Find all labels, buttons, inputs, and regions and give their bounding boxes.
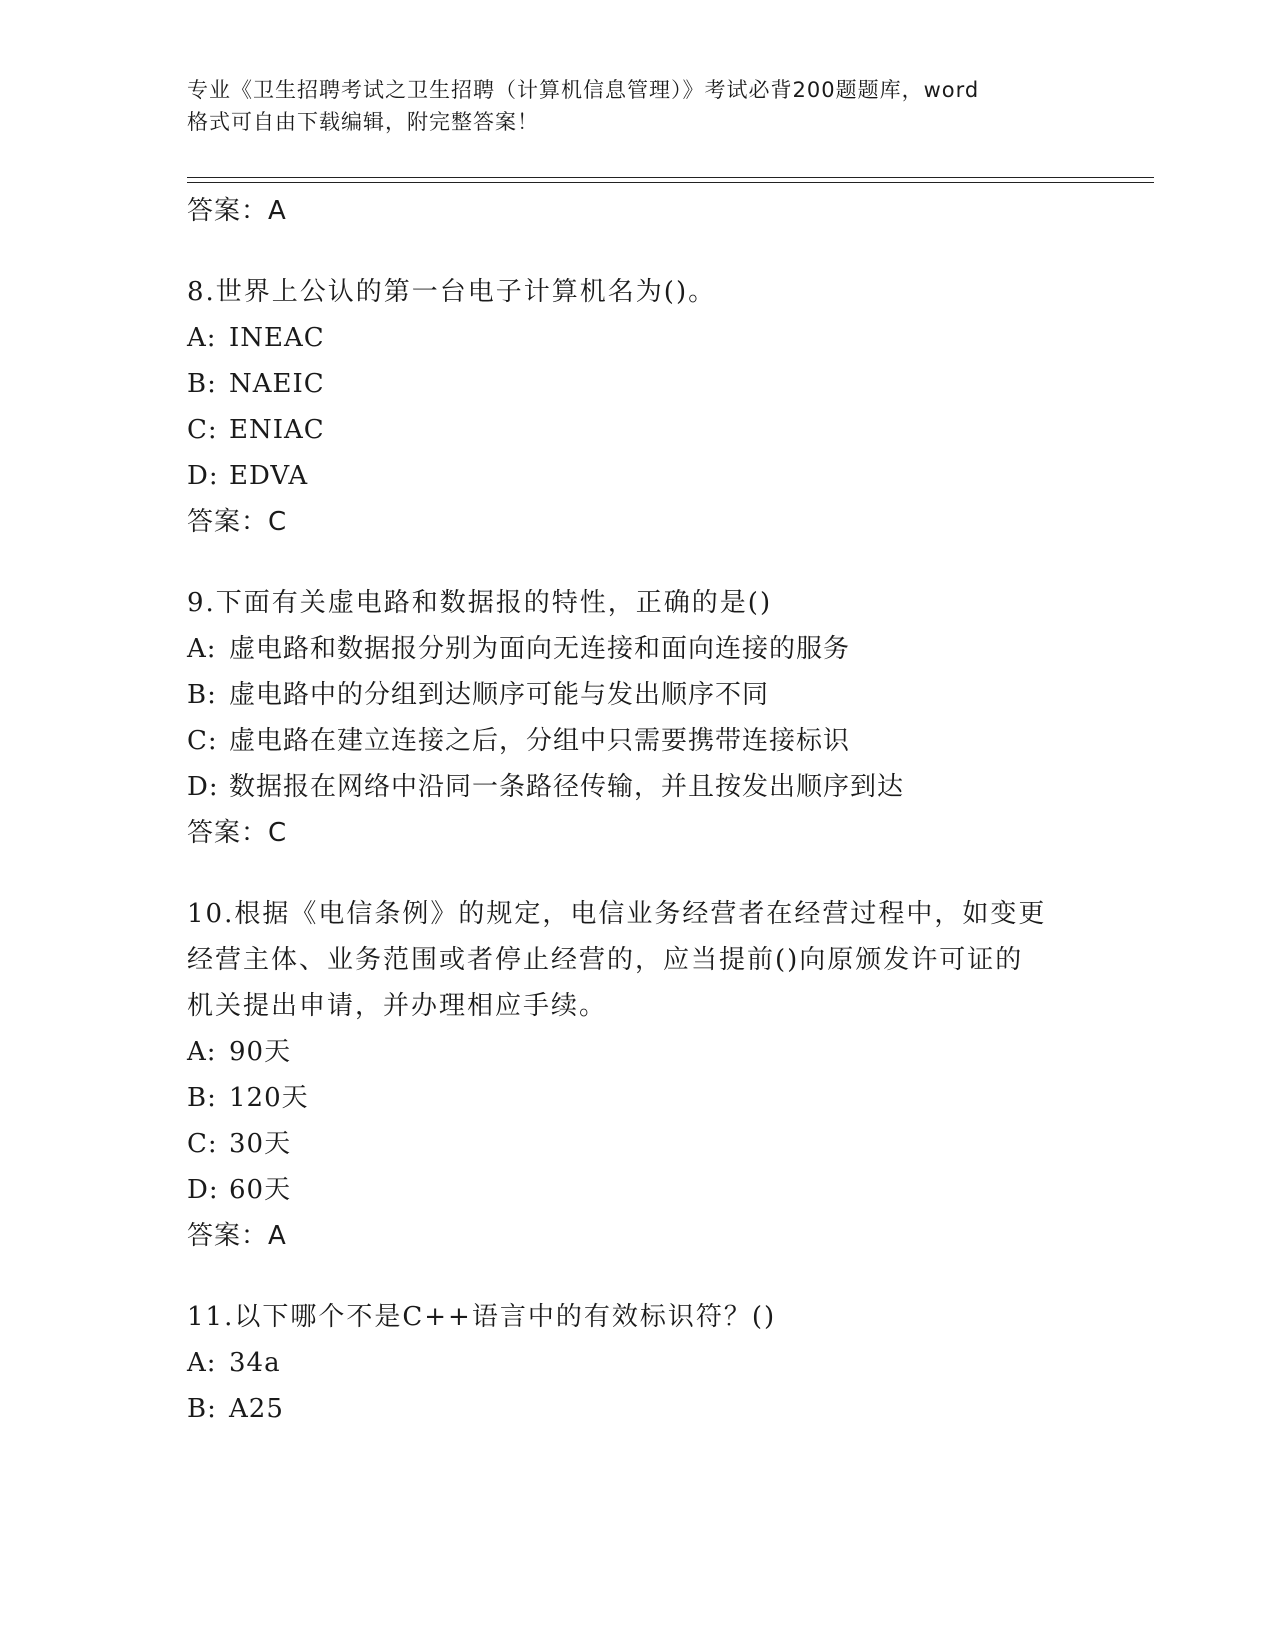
option-label: B: (187, 1394, 217, 1424)
question-block (187, 1294, 1087, 1432)
answer-option (187, 1075, 1087, 1121)
question-answer: 答案：A (187, 1221, 287, 1251)
option-label: C: (187, 726, 218, 756)
option-text: NAEIC (229, 369, 325, 399)
answer-option (187, 764, 1087, 810)
answer-option (187, 453, 1087, 499)
question-list (187, 188, 1087, 1432)
option-text: A25 (229, 1394, 284, 1424)
option-label: B: (187, 369, 217, 399)
question-block (187, 580, 1087, 856)
option-text: 虚电路和数据报分别为面向无连接和面向连接的服务 (229, 634, 851, 664)
option-label: A: (187, 323, 217, 353)
question-answer: 答案：C (187, 507, 288, 537)
option-text: 90天 (229, 1037, 292, 1067)
question-block (187, 269, 1087, 545)
document-header (187, 74, 1087, 138)
option-text: 120天 (229, 1083, 309, 1113)
answer-option (187, 361, 1087, 407)
option-label: B: (187, 1083, 217, 1113)
answer-option (187, 1340, 1087, 1386)
option-label: C: (187, 415, 218, 445)
option-text: 30天 (229, 1129, 292, 1159)
previous-answer: 答案：A (187, 196, 287, 226)
question-block (187, 891, 1087, 1259)
option-text: 60天 (229, 1175, 292, 1205)
question-stem-line: 10.根据《电信条例》的规定，电信业务经营者在经营过程中，如变更 (187, 899, 1047, 929)
option-text: 虚电路在建立连接之后，分组中只需要携带连接标识 (229, 726, 851, 756)
answer-option (187, 718, 1087, 764)
option-text: INEAC (229, 323, 325, 353)
answer-option (187, 407, 1087, 453)
answer-option (187, 1029, 1087, 1075)
option-label: B: (187, 680, 217, 710)
answer-option (187, 1121, 1087, 1167)
option-label: D: (187, 461, 219, 491)
option-text: 数据报在网络中沿同一条路径传输，并且按发出顺序到达 (229, 772, 905, 802)
option-label: C: (187, 1129, 218, 1159)
option-label: D: (187, 1175, 219, 1205)
question-stem-line: 机关提出申请，并办理相应手续。 (187, 991, 608, 1021)
answer-option (187, 672, 1087, 718)
header-divider-bottom (187, 182, 1154, 183)
answer-option (187, 1386, 1087, 1432)
option-label: A: (187, 1348, 217, 1378)
header-line-2: 格式可自由下载编辑，附完整答案！ (187, 110, 539, 134)
question-stem-line: 经营主体、业务范围或者停止经营的，应当提前()向原颁发许可证的 (187, 945, 1024, 975)
option-text: 虚电路中的分组到达顺序可能与发出顺序不同 (229, 680, 770, 710)
answer-option (187, 1167, 1087, 1213)
option-label: A: (187, 634, 217, 664)
question-stem-line: 11.以下哪个不是C++语言中的有效标识符？() (187, 1302, 777, 1332)
header-divider-top (187, 177, 1154, 178)
option-text: EDVA (229, 461, 309, 491)
answer-option (187, 626, 1087, 672)
question-stem-line: 9.下面有关虚电路和数据报的特性，正确的是() (187, 588, 773, 618)
option-text: 34a (229, 1348, 281, 1378)
option-text: ENIAC (229, 415, 325, 445)
question-answer: 答案：C (187, 818, 288, 848)
header-line-1: 专业《卫生招聘考试之卫生招聘（计算机信息管理）》考试必背200题题库，word (187, 78, 980, 102)
answer-option (187, 315, 1087, 361)
option-label: D: (187, 772, 219, 802)
question-stem-line: 8.世界上公认的第一台电子计算机名为()。 (187, 277, 717, 307)
option-label: A: (187, 1037, 217, 1067)
